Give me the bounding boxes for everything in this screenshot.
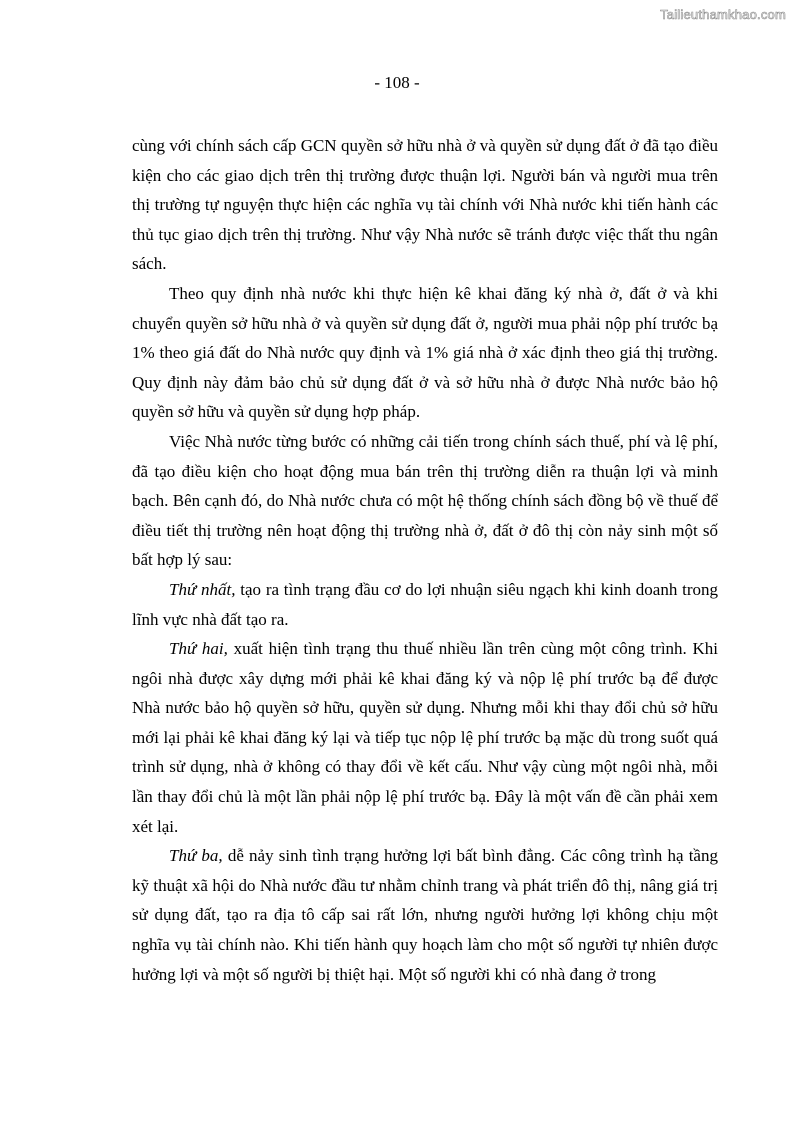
paragraph-tax-policy <box>132 427 718 575</box>
page-number: - 108 - <box>374 73 420 92</box>
paragraph-text: Việc Nhà nước từng bước có những cải tiến trong chính sách thuế, phí và lệ phí, đã tạo điều kiện cho hoạt động mua bán trên thị trường diễn ra thuận lợi và minh bạch. Bên cạnh đó, do Nhà nước chưa có một hệ thống chính sách đồng bộ về thuế để điều tiết thị trường nên hoạt động thị trường nhà ở, đất ở đô thị còn nảy sinh một số bất hợp lý sau: <box>132 431 718 570</box>
paragraph-third-issue <box>132 841 718 989</box>
paragraph-first-issue <box>132 575 718 634</box>
paragraph-text: xuất hiện tình trạng thu thuế nhiều lần trên cùng một công trình. Khi ngôi nhà được xây dựng mới phải kê khai đăng ký và nộp lệ phí trước bạ để được Nhà nước bảo hộ quyền sở hữu, quyền sử dụng. Nhưng mỗi khi thay đổi chủ sở hữu mới lại phải kê khai đăng ký lại và tiếp tục nộp lệ phí trước bạ mặc dù trong suốt quá trình sử dụng, nhà ở không có thay đổi về kết cấu. Như vậy cùng một ngôi nhà, mỗi lần thay đổi chủ là một lần phải nộp lệ phí trước bạ. Đây là một vấn đề cần phải xem xét lại. <box>132 639 718 836</box>
paragraph-continuation <box>132 131 718 279</box>
watermark-text: Tailieuthamkhao.com <box>660 7 786 22</box>
paragraph-lead: Thứ nhất, <box>169 579 236 599</box>
paragraph-text: cùng với chính sách cấp GCN quyền sở hữu nhà ở và quyền sử dụng đất ở đã tạo điều kiện cho các giao dịch trên thị trường được thuận lợi. Người bán và người mua trên thị trường tự nguyện thực hiện các nghĩa vụ tài chính với Nhà nước khi tiến hành các thủ tục giao dịch trên thị trường. Như vậy Nhà nước sẽ tránh được việc thất thu ngân sách. <box>132 136 718 274</box>
paragraph-text: Theo quy định nhà nước khi thực hiện kê khai đăng ký nhà ở, đất ở và khi chuyển quyền sở hữu nhà ở và quyền sử dụng đất ở, người mua phải nộp phí trước bạ 1% theo giá đất do Nhà nước quy định và 1% giá nhà ở xác định theo giá thị trường. Quy định này đảm bảo chủ sử dụng đất ở và sở hữu nhà ở được Nhà nước bảo hộ quyền sở hữu và quyền sử dụng hợp pháp. <box>132 283 718 422</box>
paragraph-lead: Thứ ba, <box>169 846 223 866</box>
document-body <box>132 131 718 989</box>
paragraph-text: tạo ra tình trạng đầu cơ do lợi nhuận siêu ngạch khi kinh doanh trong lĩnh vực nhà đất tạo ra. <box>132 579 718 629</box>
paragraph-registration-fee <box>132 279 718 427</box>
paragraph-text: dễ nảy sinh tình trạng hưởng lợi bất bình đẳng. Các công trình hạ tầng kỹ thuật xã hội do Nhà nước đầu tư nhằm chỉnh trang và phát triển đô thị, nâng giá trị sử dụng đất, tạo ra địa tô cấp sai rất lớn, nhưng người hưởng lợi không chịu một nghĩa vụ tài chính nào. Khi tiến hành quy hoạch làm cho một số người tự nhiên được hưởng lợi và một số người bị thiệt hại. Một số người khi có nhà đang ở trong <box>132 846 718 984</box>
paragraph-second-issue <box>132 634 718 841</box>
paragraph-lead: Thứ hai, <box>169 639 228 659</box>
